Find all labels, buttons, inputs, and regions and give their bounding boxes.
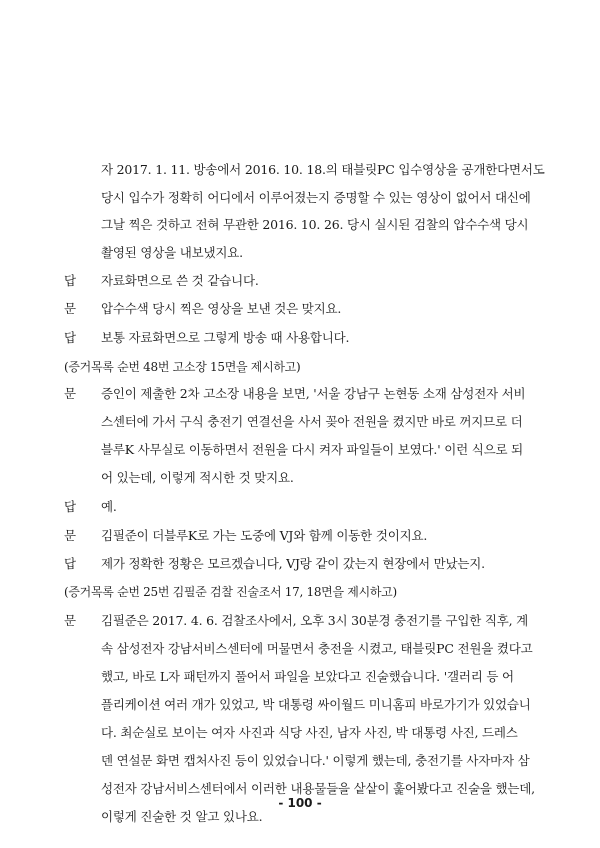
evidence-note: (증거목록 순번 25번 김필준 검찰 진술조서 17, 18면을 제시하고): [64, 585, 397, 599]
intro-line: 그날 찍은 것하고 전혀 무관한 2016. 10. 26. 당시 실시된 검찰의 압수수색 당시: [101, 217, 529, 232]
answer-text: 제가 정확한 정황은 모르겠습니다, VJ랑 같이 갔는지 현장에서 만났는지.: [101, 556, 485, 571]
question-text: 속 삼성전자 강남서비스센터에 머물면서 충전을 시켰고, 태블릿PC 전원을 켰다고: [101, 641, 533, 656]
answer-text: 보통 자료화면으로 그렇게 방송 때 사용합니다.: [101, 330, 350, 345]
answer-text: 예.: [101, 499, 117, 514]
question-text: 증인이 제출한 2차 고소장 내용을 보면, '서울 강남구 논현동 소재 삼성전자 서비: [101, 386, 526, 401]
question-text: 이렇게 진술한 것 알고 있나요.: [101, 809, 263, 824]
question-text: 김필준이 더블루K로 가는 도중에 VJ와 함께 이동한 것이지요.: [101, 528, 428, 543]
answer-label: 답: [64, 499, 77, 514]
question-text: 어 있는데, 이렇게 적시한 것 맞지요.: [101, 470, 294, 485]
question-label: 문: [64, 528, 77, 543]
question-text: 했고, 바로 L자 패턴까지 풀어서 파일을 보았다고 진술했습니다. '갤러리 등 어: [101, 669, 514, 684]
intro-line: 촬영된 영상을 내보냈지요.: [101, 245, 243, 260]
evidence-note: (증거목록 순번 48번 고소장 15면을 제시하고): [64, 360, 301, 374]
answer-label: 답: [64, 556, 77, 571]
question-text: 스센터에 가서 구식 충전기 연결선을 사서 꽂아 전원을 켰지만 바로 꺼지므로 더: [101, 414, 523, 429]
question-text: 덴 연설문 화면 캡처사진 등이 있었습니다.' 이렇게 했는데, 충전기를 사자마자 삼: [101, 753, 530, 768]
intro-line: 당시 입수가 정확히 어디에서 이루어졌는지 증명할 수 있는 영상이 없어서 대신에: [101, 190, 531, 205]
question-label: 문: [64, 301, 77, 316]
answer-label: 답: [64, 273, 77, 288]
question-text: 다. 최순실로 보이는 여자 사진과 식당 사진, 남자 사진, 박 대통령 사진, 드레스: [101, 725, 518, 740]
intro-line: 자 2017. 1. 11. 방송에서 2016. 10. 18.의 태블릿PC 입수영상을 공개한다면서도: [101, 162, 545, 177]
question-label: 문: [64, 386, 77, 401]
question-text: 플리케이션 여러 개가 있었고, 박 대통령 싸이월드 미니홈피 바로가기가 있었습니: [101, 697, 531, 712]
answer-text: 자료화면으로 쓴 것 같습니다.: [101, 273, 259, 288]
question-label: 문: [64, 613, 77, 628]
page-number: - 100 -: [278, 796, 322, 810]
question-text: 압수수색 당시 찍은 영상을 보낸 것은 맞지요.: [101, 301, 342, 316]
question-text: 성전자 강남서비스센터에서 이러한 내용물들을 샅샅이 훑어봤다고 진술을 했는데,: [101, 781, 535, 796]
question-text: 블루K 사무실로 이동하면서 전원을 다시 켜자 파일들이 보였다.' 이런 식으로 되: [101, 442, 524, 457]
answer-label: 답: [64, 330, 77, 345]
question-text: 김필준은 2017. 4. 6. 검찰조사에서, 오후 3시 30분경 충전기를 구입한 직후, 계: [101, 613, 529, 628]
